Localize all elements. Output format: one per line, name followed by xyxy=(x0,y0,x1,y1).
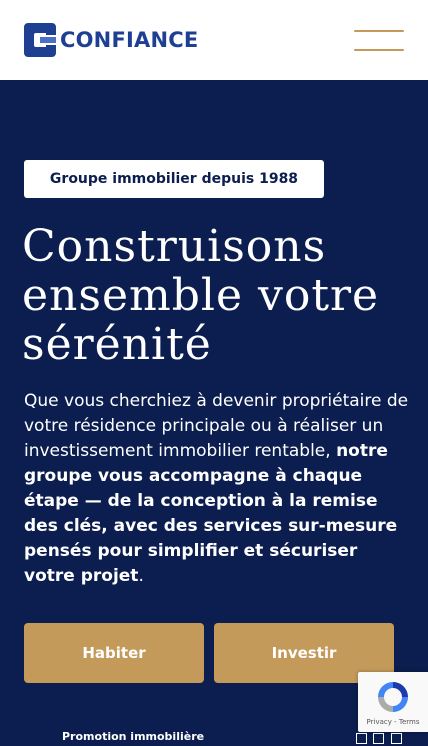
intro-end-text: . xyxy=(138,566,144,586)
logo-text: CONFIANCE xyxy=(60,28,199,52)
hero-headline xyxy=(22,222,412,369)
confiance-logo-icon xyxy=(24,23,56,57)
founded-badge: Groupe immobilier depuis 1988 xyxy=(24,160,324,198)
recaptcha-links[interactable]: Privacy - Terms xyxy=(366,718,420,726)
habiter-button[interactable]: Habiter xyxy=(24,623,204,683)
headline-line-1: Construisons xyxy=(22,221,327,272)
intro-plain-text: Que vous cherchiez à devenir propriétaire de votre résidence principale ou à réaliser un investissement immobilier rentable, xyxy=(24,391,409,461)
logo[interactable] xyxy=(24,23,198,57)
headline-line-3: sérénité xyxy=(22,319,212,370)
site-header xyxy=(0,0,428,80)
intro-bold-text: notre groupe vous accompagne à chaque étape — de la conception à la remise des clés, avec des services sur-mesure pensés pour simplifier et sécuriser votre projet xyxy=(24,441,398,586)
promotion-label: Promotion immobilière xyxy=(62,730,205,743)
square-icon xyxy=(391,733,402,744)
square-icon xyxy=(373,733,384,744)
hero-intro xyxy=(24,389,409,589)
investir-button[interactable]: Investir xyxy=(214,623,394,683)
square-icon xyxy=(356,733,367,744)
recaptcha-badge[interactable] xyxy=(358,672,428,732)
recaptcha-icon xyxy=(374,678,412,716)
headline-line-2: ensemble votre xyxy=(22,270,380,321)
hamburger-menu-icon[interactable] xyxy=(354,30,404,52)
